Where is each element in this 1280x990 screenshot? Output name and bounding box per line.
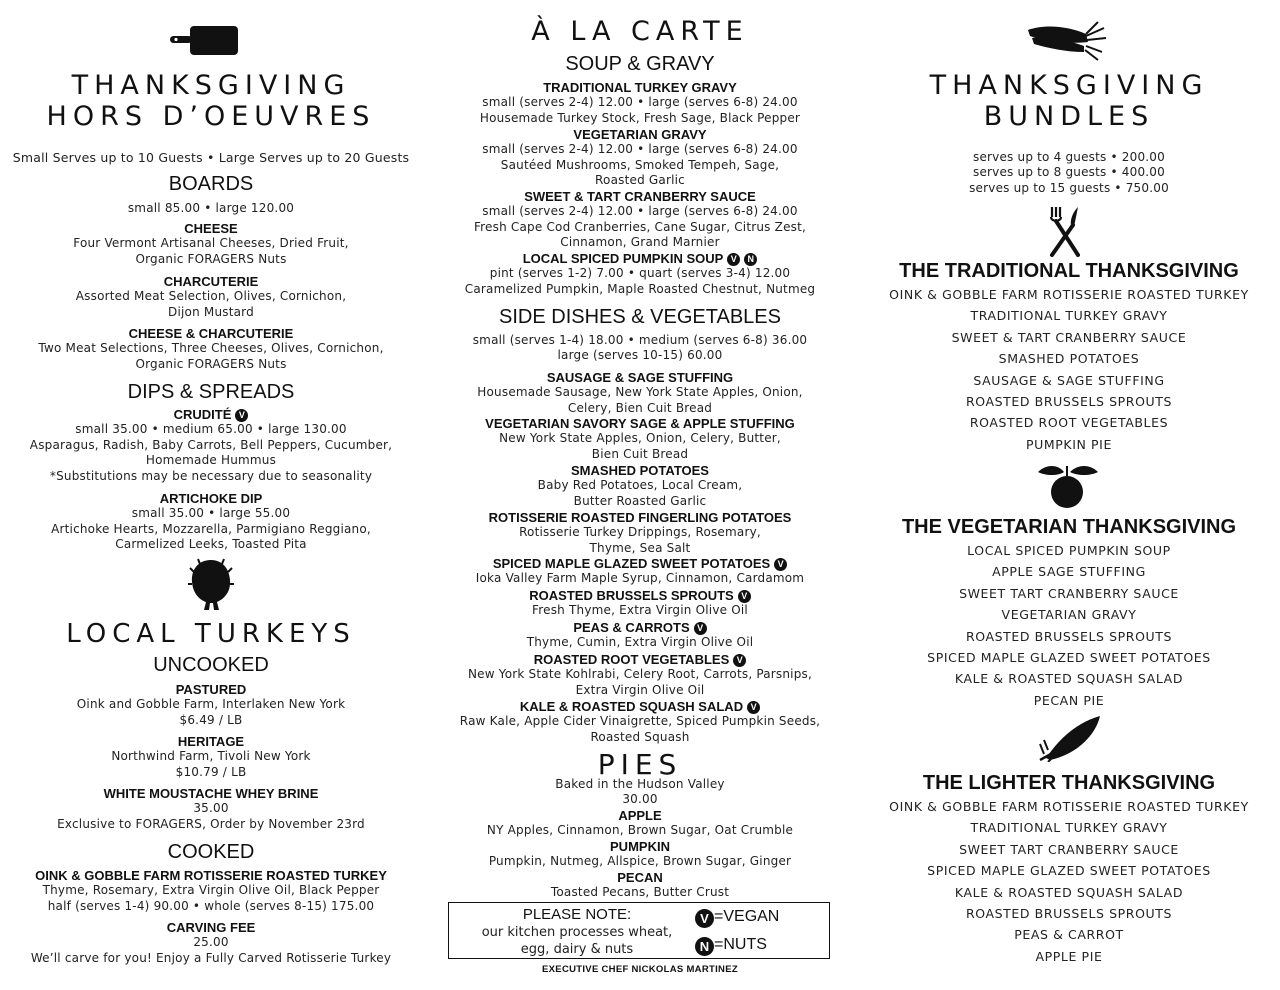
item-price: pint (serves 1-2) 7.00 • quart (serves 3-4) 12.00: [489, 266, 791, 280]
sides-price-1: small (serves 1-4) 18.00 • medium (serves 6-8) 36.00: [472, 333, 808, 347]
traditional-bundle-list: [880, 284, 1258, 455]
item-name: ARTICHOKE DIP: [159, 491, 263, 506]
lighter-bundle-list: [880, 796, 1258, 967]
item-desc: Baby Red Potatoes, Local Cream,: [537, 478, 743, 492]
vegan-badge: V: [727, 253, 740, 266]
leaf-icon: [1038, 714, 1104, 762]
bundle-serves-1: serves up to 4 guests • 200.00: [973, 150, 1165, 164]
list-item: SWEET & TART CRANBERRY SAUCE: [951, 329, 1187, 345]
menu-item-turkey-gravy: [440, 80, 840, 126]
vegan-badge: V: [738, 590, 751, 603]
item-desc: Carmelized Leeks, Toasted Pita: [115, 537, 307, 551]
list-item: LOCAL SPICED PUMPKIN SOUP: [967, 543, 1171, 558]
vegetarian-bundle-heading: THE VEGETARIAN THANKSGIVING: [901, 516, 1237, 538]
menu-item-cheese: [8, 221, 414, 267]
vegetarian-bundle-list: [880, 540, 1258, 711]
item-price: small 35.00 • large 55.00: [131, 506, 291, 520]
item-desc: Rotisserie Turkey Drippings, Rosemary,: [519, 525, 761, 539]
nuts-legend-badge: N: [695, 937, 714, 956]
nuts-badge: N: [744, 253, 757, 266]
list-item: OINK & GOBBLE FARM ROTISSERIE ROASTED TURKEY: [889, 799, 1249, 814]
menu-item-whey-brine: [8, 786, 414, 832]
item-desc: Two Meat Selections, Three Cheeses, Olives, Cornichon,: [38, 341, 384, 355]
menu-item-root-vegetables: [440, 652, 840, 698]
item-desc: New York State Kohlrabi, Celery Root, Carrots, Parsnips,: [467, 667, 813, 681]
allergen-note-box: [448, 902, 830, 959]
item-name: TRADITIONAL TURKEY GRAVY: [543, 80, 737, 95]
item-desc: Bien Cuit Bread: [591, 446, 689, 461]
menu-item-cheese-charcuterie: [8, 326, 414, 372]
substitution-note: *Substitutions may be necessary due to seasonality: [49, 468, 373, 483]
item-price: 35.00: [193, 801, 229, 815]
item-price: $10.79 / LB: [175, 764, 247, 779]
item-price: 25.00: [193, 935, 229, 949]
bundle-serves-3: serves up to 15 guests • 750.00: [969, 181, 1169, 195]
item-name: SAUSAGE & SAGE STUFFING: [546, 370, 734, 385]
a-la-carte-title: À LA CARTE: [531, 16, 749, 47]
dips-heading: DIPS & SPREADS: [127, 381, 295, 403]
item-name: ROASTED BRUSSELS SPROUTS: [529, 588, 734, 603]
item-name: PUMPKIN: [610, 839, 670, 854]
cooked-heading: COOKED: [167, 841, 255, 863]
menu-item-heritage: [8, 734, 414, 780]
item-desc: Sautéed Mushrooms, Smoked Tempeh, Sage,: [500, 157, 780, 172]
item-desc: Thyme, Cumin, Extra Virgin Olive Oil: [526, 635, 754, 649]
list-item: ROASTED ROOT VEGETABLES: [969, 415, 1169, 431]
item-desc: Four Vermont Artisanal Cheeses, Dried Fruit,: [73, 236, 349, 250]
item-desc: NY Apples, Cinnamon, Brown Sugar, Oat Crumble: [486, 823, 794, 837]
item-desc: Raw Kale, Apple Cider Vinaigrette, Spiced Pumpkin Seeds,: [459, 714, 821, 728]
item-name: ROTISSERIE ROASTED FINGERLING POTATOES: [488, 510, 792, 525]
nuts-legend: [695, 934, 767, 956]
list-item: SWEET TART CRANBERRY SAUCE: [959, 841, 1179, 857]
menu-item-carving-fee: [8, 920, 414, 966]
item-name: VEGETARIAN GRAVY: [573, 127, 707, 142]
list-item: VEGETARIAN GRAVY: [1001, 607, 1137, 623]
item-desc: Artichoke Hearts, Mozzarella, Parmigiano Reggiano,: [51, 521, 371, 536]
item-desc: Caramelized Pumpkin, Maple Roasted Chestnut, Nutmeg: [464, 281, 816, 296]
item-name: VEGETARIAN SAVORY SAGE & APPLE STUFFING: [485, 416, 795, 431]
list-item: SPICED MAPLE GLAZED SWEET POTATOES: [927, 650, 1211, 666]
list-item: PEAS & CARROT: [1014, 927, 1124, 943]
item-price: small 35.00 • medium 65.00 • large 130.00: [75, 422, 347, 436]
item-name: CHEESE & CHARCUTERIE: [128, 326, 294, 341]
list-item: SPICED MAPLE GLAZED SWEET POTATOES: [927, 863, 1211, 879]
pies-subtitle: Baked in the Hudson Valley: [555, 777, 725, 791]
boards-price: small 85.00 • large 120.00: [127, 201, 295, 215]
vegan-badge: V: [694, 622, 707, 635]
list-item: PUMPKIN PIE: [1026, 436, 1112, 452]
traditional-bundle-heading: THE TRADITIONAL THANKSGIVING: [899, 260, 1239, 282]
nuts-legend-label: =NUTS: [714, 936, 767, 953]
bundle-serves-2: serves up to 8 guests • 400.00: [973, 165, 1165, 179]
item-desc: Housemade Turkey Stock, Fresh Sage, Black Pepper: [479, 110, 801, 125]
item-desc: Housemade Sausage, New York State Apples, Onion,: [477, 385, 803, 399]
note-line: our kitchen processes wheat,: [481, 925, 673, 940]
vegan-badge: V: [733, 654, 746, 667]
item-desc: Cinnamon, Grand Marnier: [560, 235, 720, 249]
serves-note: Small Serves up to 10 Guests • Large Serves up to 20 Guests: [12, 150, 410, 165]
menu-item-smashed-potatoes: [440, 463, 840, 509]
item-desc: Ioka Valley Farm Maple Syrup, Cinnamon, Cardamom: [475, 571, 805, 585]
vegan-legend: [695, 906, 779, 928]
boards-heading: BOARDS: [168, 173, 254, 195]
menu-item-fingerling-potatoes: [440, 510, 840, 556]
pies-title: PIES: [597, 748, 683, 781]
list-item: SWEET TART CRANBERRY SAUCE: [959, 585, 1179, 601]
item-name: ROASTED ROOT VEGETABLES: [533, 652, 730, 667]
item-desc: Dijon Mustard: [168, 304, 254, 319]
list-item: KALE & ROASTED SQUASH SALAD: [954, 671, 1184, 687]
item-desc: Fresh Cape Cod Cranberries, Cane Sugar, Citrus Zest,: [473, 219, 807, 234]
item-price: half (serves 1-4) 90.00 • whole (serves 8-15) 175.00: [47, 898, 375, 913]
item-desc: Toasted Pecans, Butter Crust: [550, 885, 730, 899]
menu-item-peas-carrots: [440, 620, 840, 651]
item-desc: Fresh Thyme, Extra Virgin Olive Oil: [532, 603, 748, 617]
menu-item-pumpkin-soup: [440, 251, 840, 297]
item-desc: Roasted Squash: [590, 729, 690, 744]
local-turkeys-title: LOCAL TURKEYS: [66, 619, 356, 649]
vegan-badge: V: [774, 558, 787, 571]
item-name: SMASHED POTATOES: [571, 463, 709, 478]
menu-item-charcuterie: [8, 274, 414, 320]
item-name: CHEESE: [184, 221, 238, 236]
fork-knife-icon: [1044, 205, 1086, 257]
list-item: OINK & GOBBLE FARM ROTISSERIE ROASTED TURKEY: [889, 287, 1249, 302]
item-desc: Organic FORAGERS Nuts: [135, 251, 287, 266]
menu-item-pecan-pie: [440, 870, 840, 901]
cutting-board-icon: [168, 24, 248, 58]
item-name: CHARCUTERIE: [163, 274, 259, 289]
lighter-bundle-heading: THE LIGHTER THANKSGIVING: [922, 772, 1216, 794]
carrots-icon: [1024, 20, 1108, 62]
item-name: SPICED MAPLE GLAZED SWEET POTATOES: [492, 556, 771, 571]
item-price: $6.49 / LB: [179, 712, 243, 727]
menu-item-pastured: [8, 682, 414, 728]
item-name: PECAN: [617, 870, 663, 885]
item-price: small (serves 2-4) 12.00 • large (serves 6-8) 24.00: [482, 95, 798, 109]
item-desc: Thyme, Sea Salt: [589, 540, 691, 555]
hors-doeuvres-title-2: HORS D’OEUVRES: [46, 101, 376, 132]
item-name: CRUDITÉ: [173, 407, 232, 422]
item-name: PASTURED: [175, 682, 247, 697]
vegan-badge: V: [747, 701, 760, 714]
item-name: PEAS & CARROTS: [573, 620, 690, 635]
menu-item-brussels-sprouts: [440, 588, 840, 619]
item-name: HERITAGE: [177, 734, 245, 749]
pies-price: 30.00: [622, 792, 658, 806]
hors-doeuvres-title-1: THANKSGIVING: [71, 70, 351, 101]
vegan-legend-label: =VEGAN: [714, 908, 780, 925]
list-item: PECAN PIE: [1033, 692, 1105, 708]
item-price: small (serves 2-4) 12.00 • large (serves 6-8) 24.00: [482, 204, 798, 218]
vegan-legend-badge: V: [695, 909, 714, 928]
menu-item-sausage-stuffing: [440, 370, 840, 416]
list-item: SAUSAGE & SAGE STUFFING: [973, 372, 1165, 388]
list-item: APPLE SAGE STUFFING: [992, 564, 1146, 580]
item-desc: Roasted Garlic: [595, 173, 685, 187]
list-item: ROASTED BRUSSELS SPROUTS: [965, 394, 1173, 410]
item-desc: Celery, Bien Cuit Bread: [567, 400, 713, 415]
vegan-badge: V: [235, 409, 248, 422]
soup-gravy-heading: SOUP & GRAVY: [565, 53, 715, 75]
item-desc: Butter Roasted Garlic: [573, 493, 707, 508]
item-name: WHITE MOUSTACHE WHEY BRINE: [103, 786, 319, 801]
uncooked-heading: UNCOOKED: [153, 654, 269, 676]
item-desc: Oink and Gobble Farm, Interlaken New York: [76, 697, 346, 711]
menu-item-pumpkin-pie: [440, 839, 840, 870]
item-desc: Pumpkin, Nutmeg, Allspice, Brown Sugar, Ginger: [488, 854, 792, 868]
list-item: KALE & ROASTED SQUASH SALAD: [954, 884, 1184, 900]
item-desc: Extra Virgin Olive Oil: [575, 682, 705, 697]
item-desc: Asparagus, Radish, Baby Carrots, Bell Peppers, Cucumber,: [29, 437, 393, 452]
item-desc: Organic FORAGERS Nuts: [135, 356, 287, 371]
list-item: TRADITIONAL TURKEY GRAVY: [970, 308, 1168, 324]
list-item: APPLE PIE: [1035, 948, 1103, 964]
item-name: APPLE: [618, 808, 662, 823]
item-desc: Homemade Hummus: [145, 453, 277, 467]
orange-icon: [1034, 462, 1100, 510]
executive-chef-credit: EXECUTIVE CHEF NICKOLAS MARTINEZ: [542, 964, 738, 975]
menu-item-sweet-potatoes: [440, 556, 840, 587]
item-name: OINK & GOBBLE FARM ROTISSERIE ROASTED TURKEY: [35, 868, 387, 883]
sides-price-2: large (serves 10-15) 60.00: [557, 348, 723, 362]
item-name: KALE & ROASTED SQUASH SALAD: [519, 699, 744, 714]
list-item: ROASTED BRUSSELS SPROUTS: [965, 628, 1173, 644]
bundles-title-2: BUNDLES: [983, 101, 1155, 132]
item-desc: Exclusive to FORAGERS, Order by November 23rd: [57, 816, 365, 831]
sides-heading: SIDE DISHES & VEGETABLES: [499, 306, 781, 328]
item-price: small (serves 2-4) 12.00 • large (serves 6-8) 24.00: [482, 142, 798, 156]
list-item: ROASTED BRUSSELS SPROUTS: [965, 906, 1173, 922]
turkey-icon: [188, 558, 234, 612]
menu-item-cranberry-sauce: [440, 189, 840, 251]
menu-item-rotisserie-turkey: [8, 868, 414, 914]
item-desc: We’ll carve for you! Enjoy a Fully Carved Rotisserie Turkey: [30, 950, 392, 965]
item-name: SWEET & TART CRANBERRY SAUCE: [524, 189, 756, 204]
item-desc: Assorted Meat Selection, Olives, Cornichon,: [75, 289, 347, 303]
item-desc: Thyme, Rosemary, Extra Virgin Olive Oil, Black Pepper: [42, 883, 380, 897]
menu-item-apple-pie: [440, 808, 840, 839]
note-line: egg, dairy & nuts: [520, 942, 634, 957]
menu-item-crudite: [8, 407, 414, 484]
item-desc: New York State Apples, Onion, Celery, Butter,: [499, 431, 781, 445]
menu-item-artichoke-dip: [8, 491, 414, 553]
menu-item-kale-salad: [440, 699, 840, 745]
menu-item-vegetarian-gravy: [440, 127, 840, 189]
list-item: TRADITIONAL TURKEY GRAVY: [970, 820, 1168, 836]
note-heading: PLEASE NOTE:: [522, 906, 632, 923]
bundles-title-1: THANKSGIVING: [929, 70, 1209, 101]
list-item: SMASHED POTATOES: [998, 351, 1140, 367]
menu-item-vegetarian-stuffing: [440, 416, 840, 462]
item-desc: Northwind Farm, Tivoli New York: [111, 749, 311, 763]
item-name: LOCAL SPICED PUMPKIN SOUP: [522, 251, 724, 266]
item-name: CARVING FEE: [166, 920, 256, 935]
